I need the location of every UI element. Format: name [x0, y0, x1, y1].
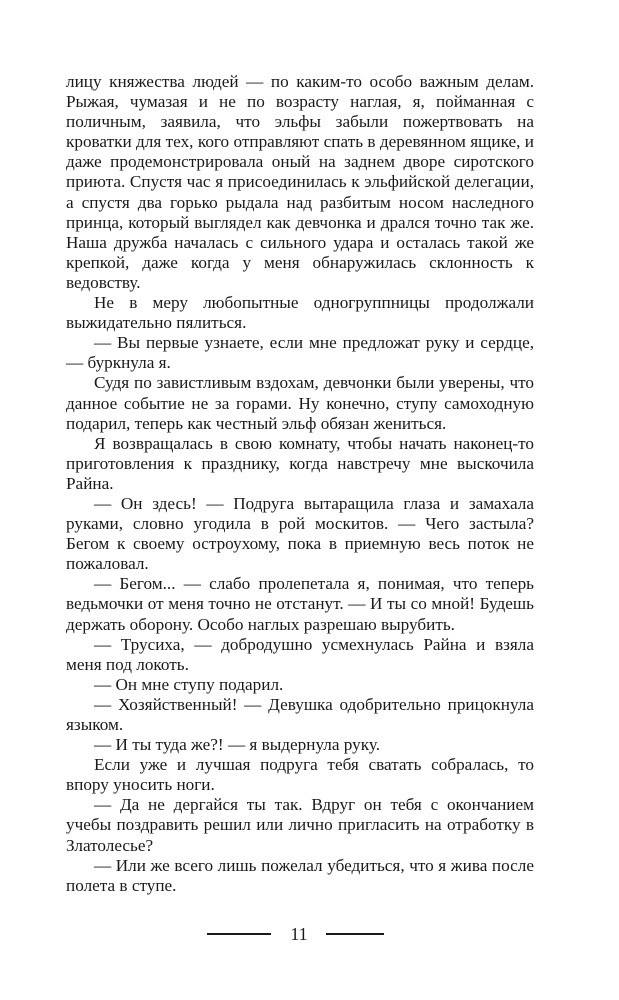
- paragraph: — Он здесь! — Подруга вытаращила глаза и замахала руками, словно угодила в рой москитов. — Чего застыла? Бегом к своему остроухому, пока в приемную весь поток не пожаловал.: [66, 493, 534, 574]
- paragraph: Судя по завистливым вздохам, девчонки были уверены, что данное событие не за горами. Ну конечно, ступу самоходную подарил, теперь как честный эльф обязан жениться.: [66, 373, 534, 433]
- paragraph: — И ты туда же?! — я выдернула руку.: [94, 735, 381, 755]
- footer-rule-right: [326, 933, 384, 935]
- paragraph: — Или же всего лишь пожелал убедиться, что я жива после полета в ступе.: [66, 855, 534, 895]
- footer-rule-left: [207, 933, 271, 935]
- paragraph: — Бегом... — слабо пролепетала я, понимая, что теперь ведьмочки от меня точно не отстанут. — И ты со мной! Будешь держать оборону. Особо наглых разрешаю вырубить.: [66, 574, 534, 634]
- paragraph: Не в меру любопытные одногруппницы продолжали выжидательно пялиться.: [66, 293, 534, 333]
- page-text: [66, 72, 534, 896]
- paragraph: — Он мне ступу подарил.: [94, 674, 284, 694]
- page-footer: [0, 922, 619, 946]
- paragraph: лицу княжества людей — по каким-то особо важным делам. Рыжая, чумазая и не по возрасту наглая, я, пойманная с поличным, заявила, что эльфы забыли пожертвовать на кроватки для тех, кого отправляют спать в деревянном ящике, и даже продемонстрировала оный на заднем дворе сиротского приюта. Спустя час я присоединилась к эльфийской делегации, а спустя два горько рыдала над разбитым носом наследного принца, который выглядел как девчонка и дрался точно так же. Наша дружба началась с сильного удара и осталась такой же крепкой, даже когда у меня обнаружилась склонность к ведовству.: [66, 72, 534, 292]
- paragraph: — Вы первые узнаете, если мне предложат руку и сердце, — буркнула я.: [66, 333, 534, 373]
- paragraph: — Трусиха, — добродушно усмехнулась Райна и взяла меня под локоть.: [66, 634, 534, 674]
- paragraph: Если уже и лучшая подруга тебя сватать собралась, то впору уносить ноги.: [66, 755, 534, 795]
- paragraph: — Хозяйственный! — Девушка одобрительно прицокнула языком.: [66, 694, 534, 734]
- paragraph: Я возвращалась в свою комнату, чтобы начать наконец-то приготовления к празднику, когда навстречу мне выскочила Райна.: [66, 433, 534, 493]
- page-number: 11: [290, 924, 308, 944]
- paragraph: — Да не дергайся ты так. Вдруг он тебя с окончанием учебы поздравить решил или лично пригласить на отработку в Златолесье?: [66, 795, 534, 855]
